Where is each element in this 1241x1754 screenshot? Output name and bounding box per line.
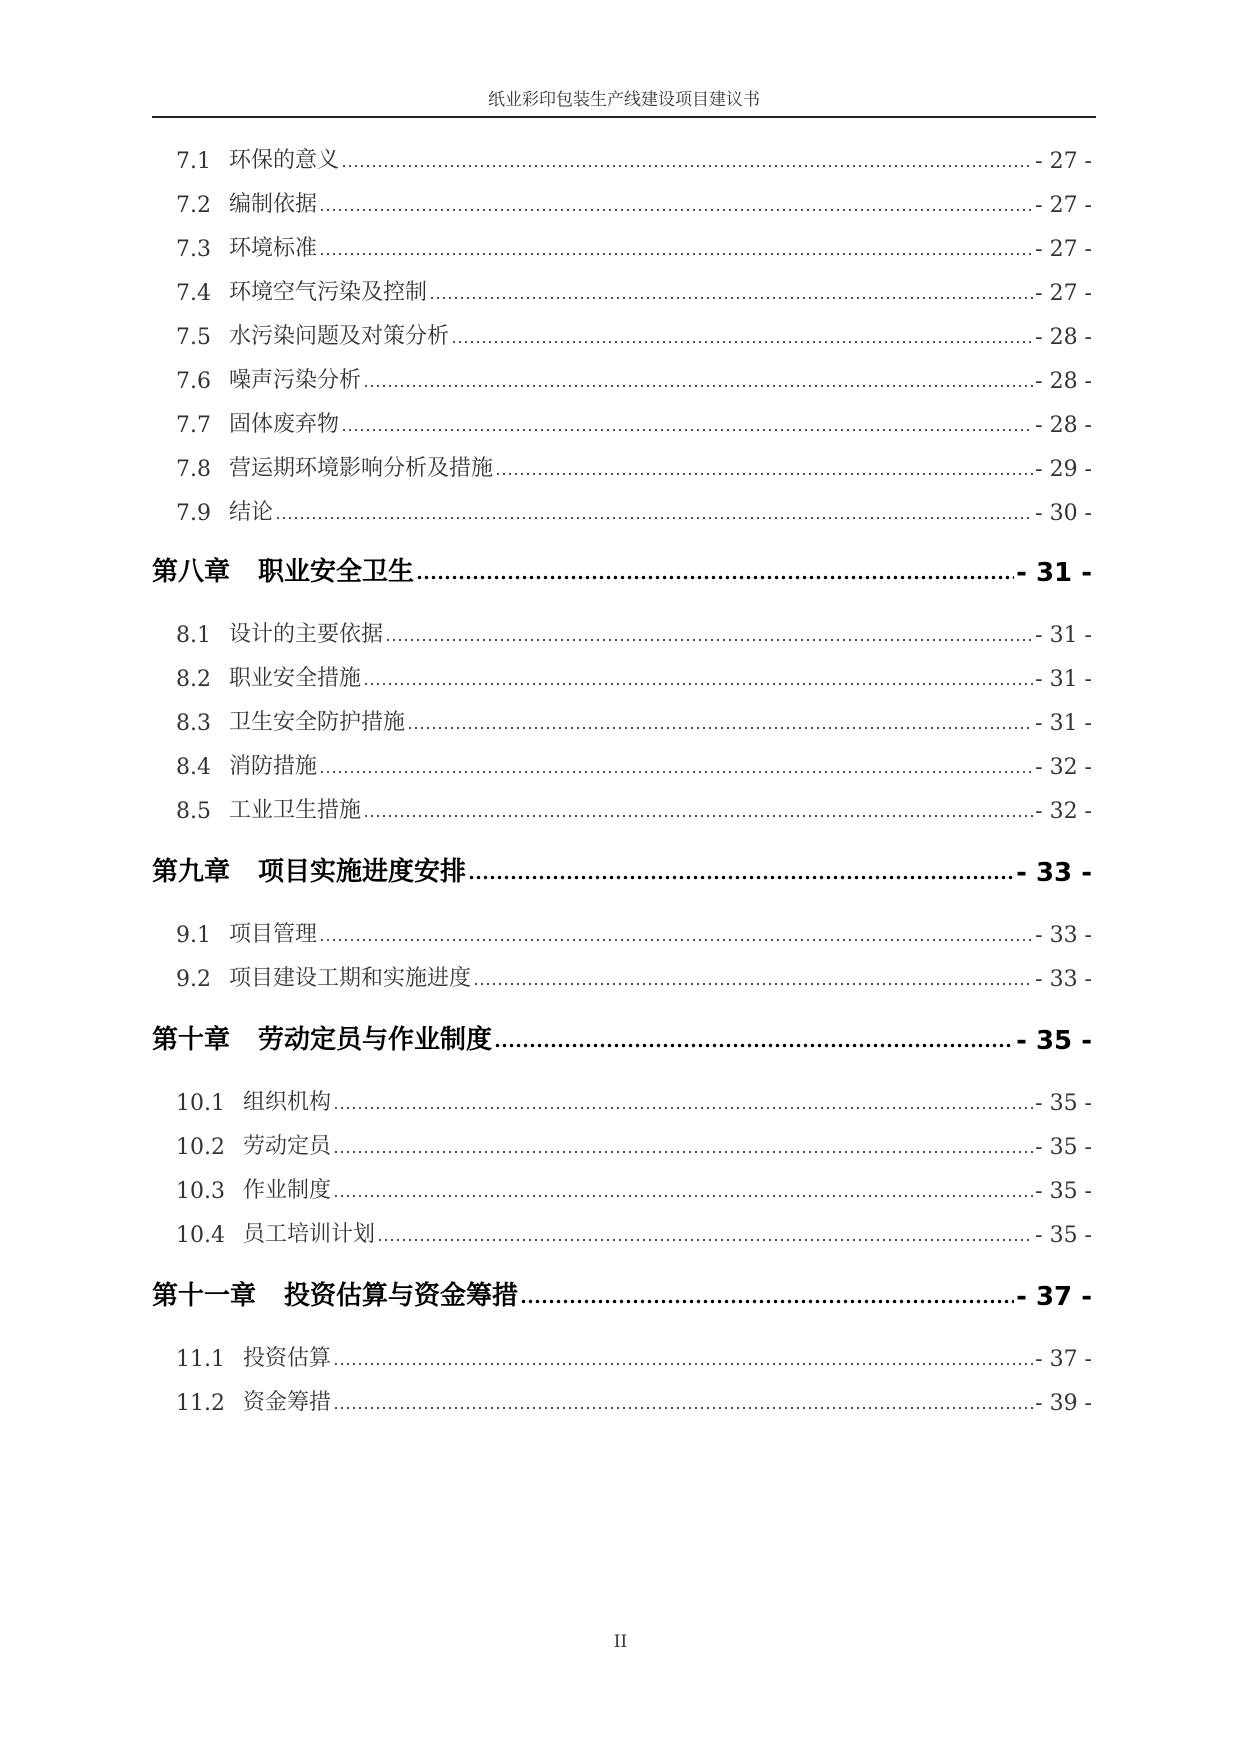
toc-chapter-entry[interactable] [152,1272,1092,1312]
toc-dot-leader [363,814,1033,818]
toc-section-entry[interactable] [152,448,1092,482]
toc-entry-title: 项目实施进度安排 [258,857,467,887]
toc-entry-title: 项目建设工期和实施进度 [229,966,472,991]
toc-dot-leader [385,638,1033,642]
toc-entry-page: - 33 - [1016,858,1092,888]
toc-section-entry[interactable] [152,360,1092,394]
toc-entry-number: 11.1 [176,1347,225,1372]
toc-entry-page: - 31 - [1016,558,1092,588]
toc-entry-page: - 28 - [1035,413,1092,438]
toc-entry-number: 7.5 [176,325,211,350]
toc-entry-title: 卫生安全防护措施 [229,710,406,735]
toc-entry-number: 7.4 [176,281,211,306]
toc-dot-leader [407,726,1033,730]
toc-section-entry[interactable] [152,614,1092,648]
toc-entry-number: 9.1 [176,923,211,948]
toc-entry-title: 投资估算 [242,1346,331,1371]
toc-section-entry[interactable] [152,958,1092,992]
toc-entry-title: 编制依据 [229,192,318,217]
toc-entry-number: 第十章 [152,1025,231,1055]
toc-entry-page: - 32 - [1035,755,1092,780]
page-number: II [613,1632,628,1652]
toc-entry-number: 10.2 [176,1135,225,1160]
toc-dot-leader [495,472,1033,476]
toc-dot-leader [468,875,1014,880]
toc-entry-number: 7.7 [176,413,211,438]
toc-dot-leader [333,1150,1033,1154]
toc-entry-page: - 35 - [1035,1179,1092,1204]
toc-section-entry[interactable] [152,492,1092,526]
toc-entry-title: 固体废弃物 [229,412,340,437]
toc-entry-number: 10.3 [176,1179,225,1204]
toc-entry-page: - 33 - [1035,923,1092,948]
toc-dot-leader [333,1106,1033,1110]
toc-section-entry[interactable] [152,316,1092,350]
toc-section-entry[interactable] [152,404,1092,438]
toc-entry-title: 劳动定员 [242,1134,331,1159]
toc-section-entry[interactable] [152,184,1092,218]
toc-entry-title: 结论 [229,500,274,525]
toc-section-entry[interactable] [152,1338,1092,1372]
toc-entry-page: - 35 - [1035,1135,1092,1160]
toc-dot-leader [319,208,1033,212]
toc-dot-leader [520,1299,1014,1304]
toc-section-entry[interactable] [152,914,1092,948]
toc-entry-page: - 27 - [1035,149,1092,174]
toc-entry-number: 10.1 [176,1091,225,1116]
toc-entry-number: 8.2 [176,667,211,692]
toc-entry-title: 设计的主要依据 [229,622,384,647]
toc-dot-leader [333,1194,1033,1198]
toc-entry-title: 职业安全卫生 [258,557,415,587]
toc-entry-title: 环境标准 [229,236,318,261]
toc-entry-number: 8.1 [176,623,211,648]
toc-chapter-entry[interactable] [152,1016,1092,1056]
toc-entry-page: - 31 - [1035,667,1092,692]
toc-section-entry[interactable] [152,228,1092,262]
toc-entry-number: 7.6 [176,369,211,394]
toc-entry-page: - 31 - [1035,623,1092,648]
toc-entry-title: 职业安全措施 [229,666,362,691]
toc-entry-title: 工业卫生措施 [229,798,362,823]
toc-dot-leader [333,1362,1033,1366]
toc-dot-leader [275,516,1033,520]
toc-entry-number: 8.3 [176,711,211,736]
toc-entry-title: 资金筹措 [242,1390,331,1415]
toc-entry-number: 7.2 [176,193,211,218]
toc-entry-number: 9.2 [176,967,211,992]
toc-entry-page: - 28 - [1035,325,1092,350]
toc-dot-leader [429,296,1033,300]
toc-entry-page: - 35 - [1016,1026,1092,1056]
toc-dot-leader [416,575,1014,580]
toc-entry-page: - 35 - [1035,1091,1092,1116]
toc-entry-page: - 27 - [1035,193,1092,218]
toc-chapter-entry[interactable] [152,848,1092,888]
toc-entry-number: 8.5 [176,799,211,824]
toc-entry-title: 员工培训计划 [242,1222,375,1247]
toc-entry-title: 作业制度 [242,1178,331,1203]
toc-entry-title: 组织机构 [242,1090,331,1115]
toc-entry-page: - 32 - [1035,799,1092,824]
toc-entry-page: - 37 - [1016,1282,1092,1312]
page-header [152,84,1096,118]
toc-section-entry[interactable] [152,702,1092,736]
toc-dot-leader [363,682,1033,686]
toc-section-entry[interactable] [152,140,1092,174]
toc-dot-leader [319,938,1033,942]
toc-entry-number: 7.1 [176,149,211,174]
toc-entry-number: 第十一章 [152,1281,257,1311]
toc-entry-number: 10.4 [176,1223,225,1248]
toc-entry-title: 噪声污染分析 [229,368,362,393]
toc-dot-leader [451,340,1033,344]
toc-chapter-entry[interactable] [152,548,1092,588]
toc-entry-page: - 27 - [1035,237,1092,262]
toc-entry-page: - 27 - [1035,281,1092,306]
toc-entry-page: - 33 - [1035,967,1092,992]
toc-entry-title: 水污染问题及对策分析 [229,324,450,349]
toc-section-entry[interactable] [152,1170,1092,1204]
toc-entry-number: 7.3 [176,237,211,262]
toc-dot-leader [363,384,1033,388]
toc-section-entry[interactable] [152,1126,1092,1160]
toc-dot-leader [473,982,1033,986]
toc-entry-number: 第九章 [152,857,231,887]
toc-section-entry[interactable] [152,1382,1092,1416]
toc-entry-page: - 39 - [1035,1391,1092,1416]
toc-entry-page: - 35 - [1035,1223,1092,1248]
toc-entry-page: - 31 - [1035,711,1092,736]
toc-entry-title: 环境空气污染及控制 [229,280,428,305]
toc-section-entry[interactable] [152,272,1092,306]
toc-entry-number: 7.8 [176,457,211,482]
toc-entry-number: 8.4 [176,755,211,780]
toc-entry-title: 劳动定员与作业制度 [258,1025,493,1055]
toc-dot-leader [341,164,1033,168]
toc-section-entry[interactable] [152,658,1092,692]
toc-entry-title: 投资估算与资金筹措 [284,1281,519,1311]
toc-dot-leader [319,770,1033,774]
document-title: 纸业彩印包装生产线建设项目建议书 [488,90,760,110]
toc-entry-title: 环保的意义 [229,148,340,173]
toc-entry-title: 营运期环境影响分析及措施 [229,456,494,481]
toc-dot-leader [333,1406,1033,1410]
toc-entry-page: - 37 - [1035,1347,1092,1372]
toc-entry-page: - 29 - [1035,457,1092,482]
toc-section-entry[interactable] [152,746,1092,780]
toc-entry-number: 第八章 [152,557,231,587]
toc-section-entry[interactable] [152,790,1092,824]
toc-dot-leader [341,428,1033,432]
toc-dot-leader [494,1043,1014,1048]
toc-entry-title: 项目管理 [229,922,318,947]
toc-entry-number: 7.9 [176,501,211,526]
toc-entry-number: 11.2 [176,1391,225,1416]
toc-section-entry[interactable] [152,1214,1092,1248]
toc-dot-leader [377,1238,1033,1242]
toc-section-entry[interactable] [152,1082,1092,1116]
toc-entry-title: 消防措施 [229,754,318,779]
toc-dot-leader [319,252,1033,256]
page-footer [0,1632,1241,1652]
toc-entry-page: - 30 - [1035,501,1092,526]
toc-entry-page: - 28 - [1035,369,1092,394]
